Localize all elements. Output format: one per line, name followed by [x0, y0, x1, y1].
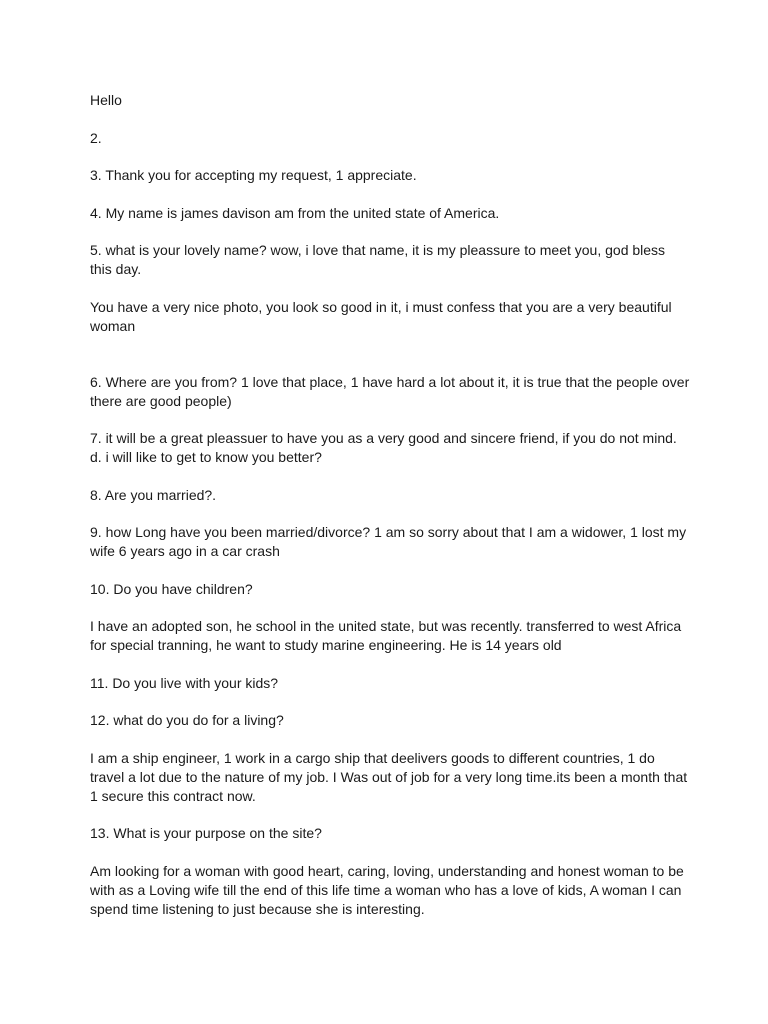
- paragraph-12: 12. what do you do for a living?: [90, 712, 284, 728]
- paragraph-8: 8. Are you married?.: [90, 486, 217, 503]
- paragraph-photo: You have a very nice photo, you look so good in it, i must confess that you are a very beautiful woman: [90, 298, 672, 334]
- paragraph-5: 5. what is your lovely name? wow, i love that name, it is my pleassure to meet you, god bless this day.: [90, 242, 666, 277]
- paragraph-purpose: Am looking for a woman with good heart, caring, loving, understanding and honest woman to be with as a Loving wife till the end of this life time a woman who has a love of kids, A woman I can spend time listening to just because she is interesting.: [90, 862, 684, 917]
- document-body: [90, 91, 690, 937]
- paragraph-2: 2.: [90, 129, 102, 146]
- paragraph-7: 7. it will be a great pleassuer to have you as a very good and sincere friend, if you do not mind. d. i will like to get to know you better?: [90, 430, 677, 465]
- greeting: Hello: [90, 92, 122, 108]
- paragraph-10: 10. Do you have children?: [90, 580, 253, 597]
- paragraph-children: I have an adopted son, he school in the united state, but was recently. transferred to west Africa for special tranning, he want to study marine engineering. He is 14 years old: [90, 618, 682, 653]
- paragraph-4: 4. My name is james davison am from the united state of America.: [90, 204, 500, 221]
- paragraph-13: 13. What is your purpose on the site?: [90, 825, 322, 841]
- paragraph-6: 6. Where are you from? 1 love that place, 1 have hard a lot about it, it is true that the people over there are good people): [90, 373, 690, 409]
- paragraph-11: 11. Do you live with your kids?: [90, 674, 279, 691]
- paragraph-3: 3. Thank you for accepting my request, 1 appreciate.: [90, 167, 417, 183]
- paragraph-9: 9. how Long have you been married/divorce? 1 am so sorry about that I am a widower, 1 lost my wife 6 years ago in a car crash: [90, 524, 687, 559]
- paragraph-job: I am a ship engineer, 1 work in a cargo ship that deelivers goods to different countries, 1 do travel a lot due to the nature of my job. I Was out of job for a very long time.its been a month that 1 secure this contract now.: [90, 749, 688, 804]
